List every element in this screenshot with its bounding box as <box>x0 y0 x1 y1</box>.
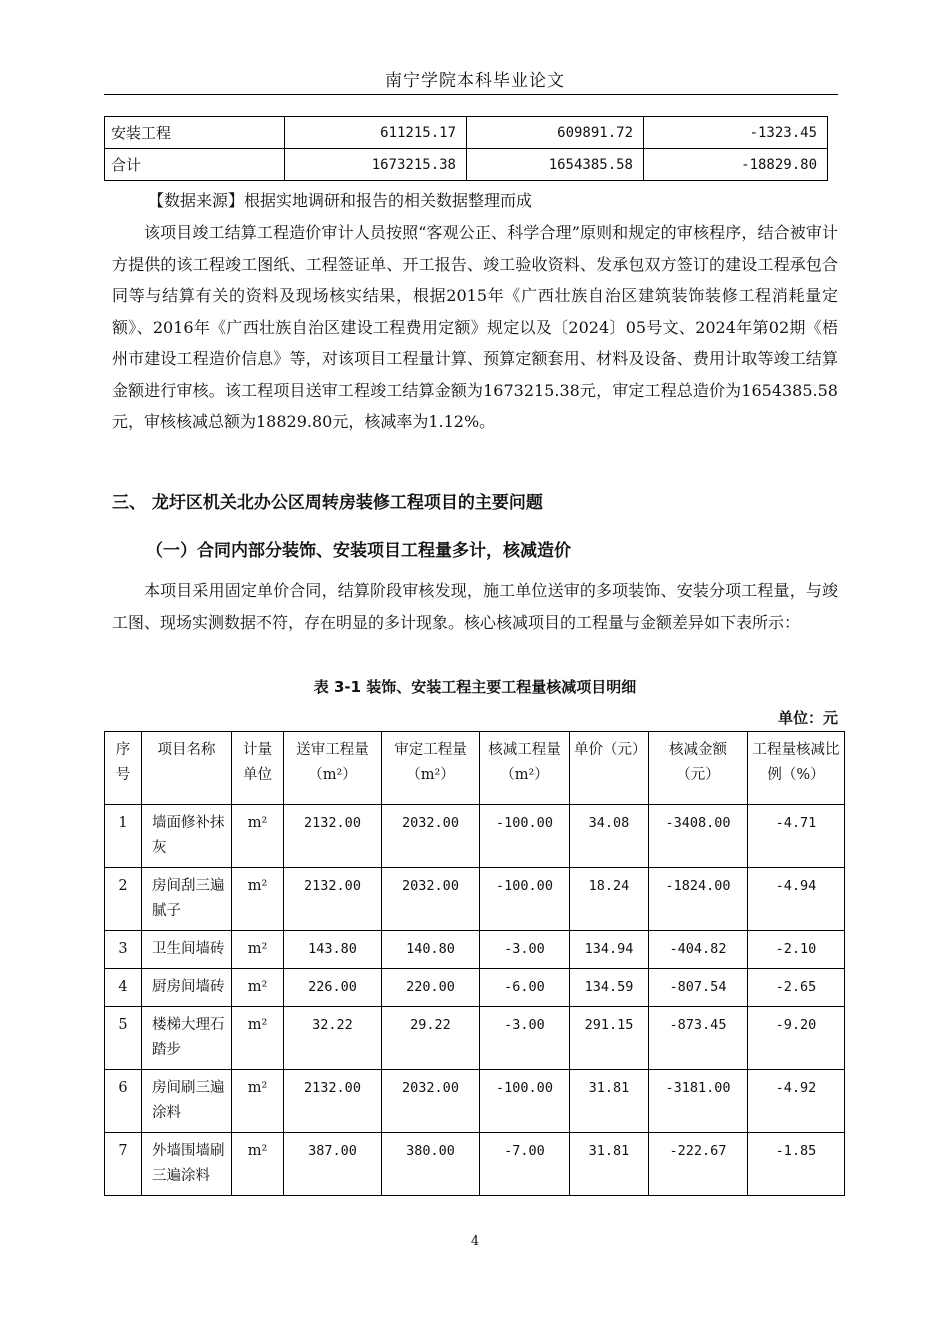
reduction-ratio: -2.65 <box>748 969 845 1007</box>
data-source-note: 【数据来源】根据实地调研和报告的相关数据整理而成 <box>148 191 533 210</box>
submitted-quantity: 32.22 <box>284 1007 382 1070</box>
item-name: 房间刷三遍涂料 <box>142 1070 232 1133</box>
summary-table-continued <box>104 116 828 181</box>
page-header-title: 南宁学院本科毕业论文 <box>385 71 565 91</box>
reduced-amount: -3408.00 <box>649 805 748 868</box>
column-header: 核减金额（元） <box>649 732 748 805</box>
measure-unit: m² <box>232 1007 284 1070</box>
reduced-amount: -3181.00 <box>649 1070 748 1133</box>
approved-quantity: 2032.00 <box>382 868 480 931</box>
submitted-quantity: 387.00 <box>284 1133 382 1196</box>
table-row <box>105 1133 845 1196</box>
table-caption: 表 3-1 装饰、安装工程主要工程量核减项目明细 <box>313 678 637 696</box>
reduction-ratio: -4.94 <box>748 868 845 931</box>
approved-quantity: 2032.00 <box>382 1070 480 1133</box>
table-row <box>105 969 845 1007</box>
measure-unit: m² <box>232 969 284 1007</box>
row-number: 5 <box>105 1007 142 1070</box>
submitted-quantity: 226.00 <box>284 969 382 1007</box>
unit-price: 34.08 <box>570 805 649 868</box>
approved-amount: 1654385.58 <box>467 149 644 181</box>
item-name: 楼梯大理石踏步 <box>142 1007 232 1070</box>
item-name: 墙面修补抹灰 <box>142 805 232 868</box>
reduced-amount: -1824.00 <box>649 868 748 931</box>
column-header: 审定工程量（m²） <box>382 732 480 805</box>
unit-price: 31.81 <box>570 1070 649 1133</box>
column-header: 工程量核减比例（%） <box>748 732 845 805</box>
difference-amount: -18829.80 <box>644 149 828 181</box>
difference-amount: -1323.45 <box>644 117 828 149</box>
table-row <box>105 149 828 181</box>
unit-label: 单位：元 <box>777 709 838 727</box>
reduced-amount: -222.67 <box>649 1133 748 1196</box>
column-header: 核减工程量（m²） <box>480 732 570 805</box>
column-header: 单价（元） <box>570 732 649 805</box>
row-number: 7 <box>105 1133 142 1196</box>
table-row <box>105 117 828 149</box>
reduced-quantity: -6.00 <box>480 969 570 1007</box>
reduction-ratio: -2.10 <box>748 931 845 969</box>
reduced-quantity: -100.00 <box>480 805 570 868</box>
approved-quantity: 2032.00 <box>382 805 480 868</box>
row-label: 安装工程 <box>105 117 285 149</box>
audit-summary-paragraph: 该项目竣工结算工程造价审计人员按照“客观公正、科学合理”原则和规定的审核程序，结合被审计方提供的该工程竣工图纸、工程签证单、开工报告、竣工验收资料、发承包双方签订的建设工程承包合同等与结算有关的资料及现场核实结果，根据2015年《广西壮族自治区建筑装饰装修工程消耗量定额》、2016年《广西壮族自治区建设工程费用定额》规定以及〔2024〕05号文、2024年第02期《梧州市建设工程造价信息》等，对该项目工程量计算、预算定额套用、材料及设备、费用计取等竣工结算金额进行审核。该工程项目送审工程竣工结算金额为1673215.38元，审定工程总造价为1654385.58元，审核核减总额为18829.80元，核减率为1.12%。 <box>112 223 838 431</box>
reduced-quantity: -7.00 <box>480 1133 570 1196</box>
column-header: 送审工程量（m²） <box>284 732 382 805</box>
row-number: 1 <box>105 805 142 868</box>
reduced-quantity: -100.00 <box>480 868 570 931</box>
unit-price: 31.81 <box>570 1133 649 1196</box>
submitted-quantity: 2132.00 <box>284 805 382 868</box>
approved-quantity: 380.00 <box>382 1133 480 1196</box>
row-number: 6 <box>105 1070 142 1133</box>
measure-unit: m² <box>232 805 284 868</box>
item-name: 厨房间墙砖 <box>142 969 232 1007</box>
header-divider <box>104 94 838 95</box>
measure-unit: m² <box>232 868 284 931</box>
reduced-quantity: -3.00 <box>480 1007 570 1070</box>
submitted-quantity: 143.80 <box>284 931 382 969</box>
column-header: 序号 <box>105 732 142 805</box>
section-heading: 三、 龙圩区机关北办公区周转房装修工程项目的主要问题 <box>112 493 543 513</box>
reduction-ratio: -4.71 <box>748 805 845 868</box>
approved-amount: 609891.72 <box>467 117 644 149</box>
reduced-amount: -873.45 <box>649 1007 748 1070</box>
reduction-detail-table <box>104 731 845 1196</box>
item-name: 外墙围墙刷三遍涂料 <box>142 1133 232 1196</box>
row-number: 3 <box>105 931 142 969</box>
column-header: 项目名称 <box>142 732 232 805</box>
table-row <box>105 1007 845 1070</box>
reduced-quantity: -100.00 <box>480 1070 570 1133</box>
body-paragraph: 本项目采用固定单价合同，结算阶段审核发现，施工单位送审的多项装饰、安装分项工程量，与竣工图、现场实测数据不符，存在明显的多计现象。核心核减项目的工程量与金额差异如下表所示： <box>112 581 838 632</box>
table-row <box>105 868 845 931</box>
approved-quantity: 220.00 <box>382 969 480 1007</box>
unit-price: 134.94 <box>570 931 649 969</box>
submitted-amount: 1673215.38 <box>285 149 467 181</box>
page-number: 4 <box>470 1234 480 1249</box>
submitted-quantity: 2132.00 <box>284 868 382 931</box>
submitted-amount: 611215.17 <box>285 117 467 149</box>
table-row <box>105 1070 845 1133</box>
row-number: 4 <box>105 969 142 1007</box>
measure-unit: m² <box>232 1070 284 1133</box>
measure-unit: m² <box>232 931 284 969</box>
reduction-ratio: -1.85 <box>748 1133 845 1196</box>
reduction-ratio: -9.20 <box>748 1007 845 1070</box>
approved-quantity: 29.22 <box>382 1007 480 1070</box>
unit-price: 134.59 <box>570 969 649 1007</box>
table-row <box>105 931 845 969</box>
approved-quantity: 140.80 <box>382 931 480 969</box>
table-header-row <box>105 732 845 805</box>
column-header: 计量单位 <box>232 732 284 805</box>
reduced-amount: -807.54 <box>649 969 748 1007</box>
reduced-quantity: -3.00 <box>480 931 570 969</box>
table-row <box>105 805 845 868</box>
row-label: 合计 <box>105 149 285 181</box>
item-name: 卫生间墙砖 <box>142 931 232 969</box>
measure-unit: m² <box>232 1133 284 1196</box>
unit-price: 18.24 <box>570 868 649 931</box>
unit-price: 291.15 <box>570 1007 649 1070</box>
reduced-amount: -404.82 <box>649 931 748 969</box>
submitted-quantity: 2132.00 <box>284 1070 382 1133</box>
row-number: 2 <box>105 868 142 931</box>
item-name: 房间刮三遍腻子 <box>142 868 232 931</box>
reduction-ratio: -4.92 <box>748 1070 845 1133</box>
subsection-heading: （一）合同内部分装饰、安装项目工程量多计，核减造价 <box>146 541 571 561</box>
